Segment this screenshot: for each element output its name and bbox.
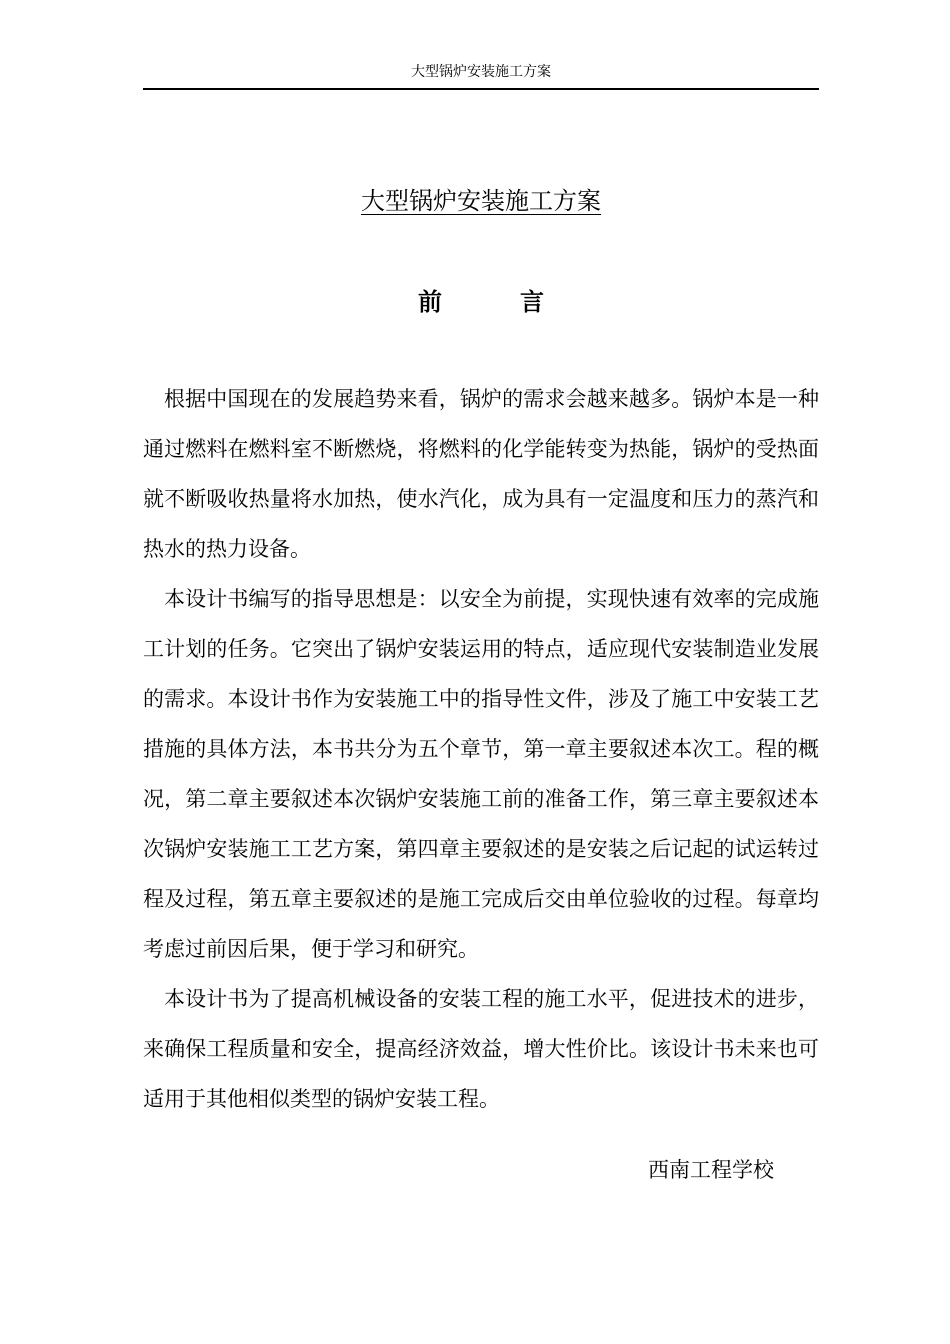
header-divider bbox=[143, 88, 819, 90]
section-heading-preface: 前言 bbox=[418, 288, 622, 316]
signature-school: 西南工程学校 bbox=[648, 1158, 774, 1182]
paragraph: 本设计书为了提高机械设备的安装工程的施工水平，促进技术的进步，来确保工程质量和安全，提高经济效益，增大性价比。该设计书未来也可适用于其他相似类型的锅炉安装工程。 bbox=[143, 987, 819, 1111]
running-header: 大型锅炉安装施工方案 bbox=[411, 64, 551, 80]
paragraph: 本设计书编写的指导思想是：以安全为前提，实现快速有效率的完成施工计划的任务。它突出了锅炉安装运用的特点，适应现代安装制造业发展的需求。本设计书作为安装施工中的指导性文件，涉及了施工中安装工艺措施的具体方法，本书共分为五个章节，第一章主要叙述本次工。程的概况，第二章主要叙述本次锅炉安装施工前的准备工作，第三章主要叙述本次锅炉安装施工工艺方案，第四章主要叙述的是安装之后记起的试运转过程及过程，第五章主要叙述的是施工完成后交由单位验收的过程。每章均考虑过前因后果，便于学习和研究。 bbox=[143, 587, 819, 961]
preface-body bbox=[143, 374, 819, 1124]
document-title-text: 大型锅炉安装施工方案 bbox=[361, 187, 601, 215]
document-title bbox=[143, 184, 819, 218]
paragraph: 根据中国现在的发展趋势来看，锅炉的需求会越来越多。锅炉本是一种通过燃料在燃料室不断燃烧，将燃料的化学能转变为热能，锅炉的受热面就不断吸收热量将水加热，使水汽化，成为具有一定温度和压力的蒸汽和热水的热力设备。 bbox=[143, 387, 819, 561]
